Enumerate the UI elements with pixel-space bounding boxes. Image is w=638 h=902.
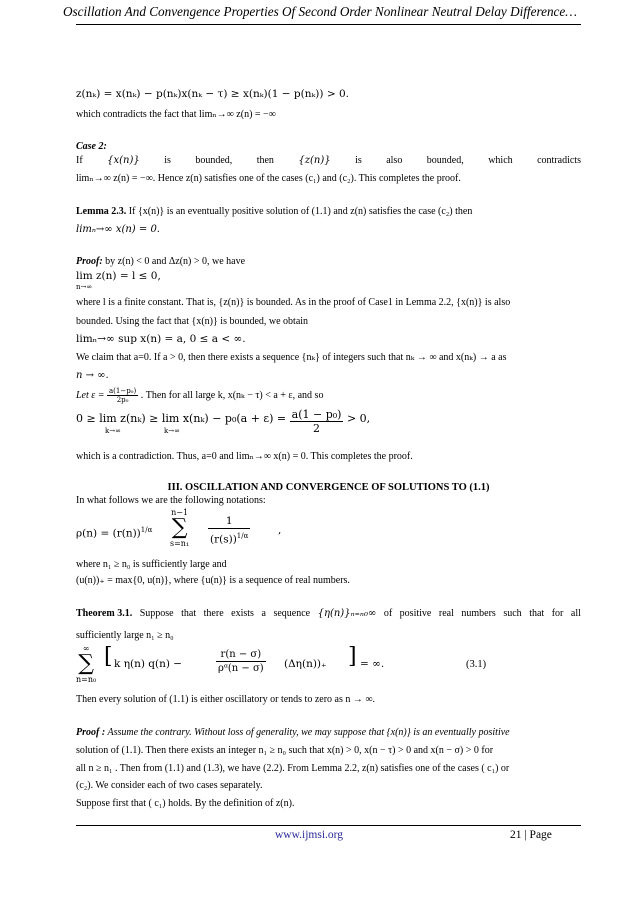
case2-word: {x(n)} (107, 155, 140, 166)
lemma-text: If {x(n)} is an eventually positive solution of (1.1) and z(n) satisfies the case (c₂) then (126, 206, 473, 217)
case2-heading: Case 2: (76, 141, 107, 152)
equation-3-1 (76, 644, 581, 686)
case2-word: {z(n)} (298, 155, 331, 166)
lemma-line2: limₙ→∞ x(n) = 0. (76, 224, 160, 235)
lim-z-equation (76, 270, 581, 291)
rho-frac-num: 1 (208, 514, 250, 529)
rho-frac-den (208, 529, 250, 547)
theorem-word: Suppose (139, 608, 174, 619)
theorem-word: numbers (461, 608, 496, 619)
contradiction-conclusion: which is a contradiction. Thus, a=0 and limₙ→∞ x(n) = 0. This completes the proof. (76, 451, 413, 462)
rho-fraction (208, 514, 250, 547)
theorem-word: a (261, 608, 266, 619)
proof2-line4: (c₂). We consider each of two cases separately. (76, 780, 263, 791)
eps-den: 2p₀ (116, 396, 129, 404)
case2-line1 (76, 154, 581, 167)
rho-sum-top: n−1 (171, 508, 189, 517)
u-plus-line: (u(n))₊ = max{0, u(n)}, where {u(n)} is a sequence of real numbers. (76, 575, 350, 586)
theorem-label: Theorem 3.1. (76, 608, 133, 619)
contradiction-line: which contradicts the fact that limₙ→∞ z(n) = −∞ (76, 109, 276, 120)
proof2-line5: Suppose first that ( c₁) holds. By the definition of z(n). (76, 798, 295, 809)
proof2-text: Assume the contrary. Without loss of generality, we may suppose that {x(n)} is an eventually positive (105, 727, 510, 738)
lemma-label: Lemma 2.3. (76, 206, 127, 217)
case2-word: also (386, 155, 403, 166)
section-heading: III. OSCILLATION AND CONVERGENCE OF SOLUTIONS TO (1.1) (167, 482, 490, 493)
ineq-sub-1: k→∞ (105, 427, 121, 435)
rho-sum-bot: s=n₁ (170, 539, 190, 548)
theorem-word: real (438, 608, 454, 619)
claim-line: We claim that a=0. If a > 0, then there exists a sequence {nₖ} of integers such that nₖ → ∞ and x(nₖ) → a as (76, 352, 507, 363)
theorem-word: all (570, 608, 581, 619)
limit-inequality (76, 408, 581, 442)
where-l-line1: where l is a finite constant. That is, {z(n)} is bounded. As in the proof of Case1 in Lemma 2.2, {x(n)} is also (76, 297, 511, 308)
ineq-left: 0 ≥ lim z(nₖ) ≥ lim x(nₖ) − p₀(a + ε) = (76, 412, 287, 425)
case2-word: is (355, 155, 362, 166)
rho-definition (76, 508, 581, 554)
proof-intro (76, 255, 581, 268)
rho-frac-den-text: (r(s)) (210, 533, 237, 546)
equation-label: (3.1) (466, 659, 487, 670)
equation-z-nk: z(nₖ) = x(nₖ) − p(nₖ)x(nₖ − τ) ≥ x(nₖ)(1 − p(nₖ)) > 0. (76, 88, 349, 100)
case2-word: If (76, 155, 83, 166)
theorem-word: exists (231, 608, 254, 619)
rho-exponent: 1/α (140, 526, 153, 534)
footer-page-number: 21 | Page (510, 829, 552, 841)
running-header: Oscillation And Convengence Properties Of Second Order Nonlinear Neutral Delay Difference… (63, 4, 577, 19)
rho-left-text: ρ(n) = (r(n)) (76, 527, 141, 540)
theorem-word: such (503, 608, 522, 619)
case2-word: bounded, (195, 155, 233, 166)
footer-url-link[interactable]: www.ijmsi.org (275, 829, 344, 841)
ineq-fraction (290, 408, 344, 435)
proof2-label: Proof : (76, 727, 106, 738)
let-epsilon-line (76, 387, 581, 404)
eq31-sum (76, 644, 96, 684)
ineq-den: 2 (313, 422, 321, 435)
notation-line: In what follows we are the following notations: (76, 495, 266, 506)
footer-rule (76, 825, 581, 826)
theorem-word: that (529, 608, 545, 619)
case2-word: is (164, 155, 171, 166)
where-n1-line: where n₁ ≥ n₀ is sufficiently large and (76, 559, 227, 570)
eq31-sum-bot: n=n₀ (76, 675, 97, 684)
proof-text: by z(n) < 0 and Δz(n) > 0, we have (102, 256, 246, 267)
theorem-word: there (203, 608, 224, 619)
proof2-line2: solution of (1.1). Then there exists an integer n₁ ≥ n₀ such that x(n) > 0, x(n − τ) > 0 and x(n − σ) > 0 for (76, 745, 494, 756)
eq31-end: = ∞. (360, 658, 385, 670)
proof-label: Proof: (76, 256, 103, 267)
left-bracket-icon: [ (104, 644, 113, 669)
theorem-word: {η(n)}ₙ₌ₙ₀∞ (317, 608, 377, 619)
rho-sum (170, 508, 189, 548)
sigma-icon: ∑ (78, 651, 94, 676)
theorem-3-1-line1 (76, 607, 581, 620)
right-bracket-icon: ] (348, 644, 357, 669)
case2-word: then (256, 155, 274, 166)
then-every-solution: Then every solution of (1.1) is either oscillatory or tends to zero as n → ∞. (76, 694, 375, 705)
sigma-icon: ∑ (171, 515, 188, 540)
theorem-word: for (551, 608, 564, 619)
limsup-line: limₙ→∞ sup x(n) = a, 0 ≤ a < ∞. (76, 333, 246, 345)
case2-word: contradicts (537, 155, 581, 166)
lemma-2-3 (76, 205, 581, 218)
ineq-right: > 0, (346, 412, 371, 425)
eq31-fraction (216, 648, 266, 675)
ineq-num: a(1 − p₀) (291, 408, 342, 421)
eq31-body-right: (Δη(n))₊ (284, 658, 327, 670)
claim-line2: n → ∞. (76, 370, 109, 381)
rho-frac-den-exp: 1/α (236, 532, 249, 540)
eq31-sum-top: ∞ (82, 644, 90, 653)
eq31-frac-num: r(n − σ) (216, 648, 266, 662)
header-rule (76, 24, 581, 25)
eq31-frac-den: ρᵅ(n − σ) (218, 663, 264, 674)
proof2-line3: all n ≥ n₁ . Then from (1.1) and (1.3), we have (2.2). From Lemma 2.2, z(n) satisfies one of the cases ( c₁) or (76, 763, 510, 774)
rho-left (76, 524, 152, 541)
theorem-word: positive (399, 608, 432, 619)
eq31-body-left: k η(n) q(n) − (114, 658, 183, 670)
lim-z-top: lim z(n) = l ≤ 0, (76, 270, 161, 282)
case2-word: which (488, 155, 513, 166)
theorem-word: that (181, 608, 197, 619)
theorem-line-justified (76, 607, 581, 620)
theorem-word: sequence (273, 608, 311, 619)
proof2-line1 (76, 726, 581, 739)
eps-num: a(1−p₀) (108, 387, 137, 395)
rho-comma: , (278, 524, 282, 536)
where-l-line2: bounded. Using the fact that {x(n)} is bounded, we obtain (76, 316, 309, 327)
case2-line2: limₙ→∞ z(n) = −∞. Hence z(n) satisfies one of the cases (c₁) and (c₂). This completes the proof. (76, 173, 461, 184)
lim-z-sub: n→∞ (76, 283, 93, 291)
ineq-sub-2: k→∞ (164, 427, 180, 435)
epsilon-fraction (107, 387, 138, 404)
case2-word: bounded, (426, 155, 464, 166)
let-eps-prefix: Let ε = (76, 389, 105, 401)
theorem-line2: sufficiently large n₁ ≥ n₀ (76, 630, 174, 641)
let-eps-suffix: . Then for all large k, x(nₖ − τ) < a + ε, and so (140, 389, 324, 401)
theorem-word: of (383, 608, 393, 619)
